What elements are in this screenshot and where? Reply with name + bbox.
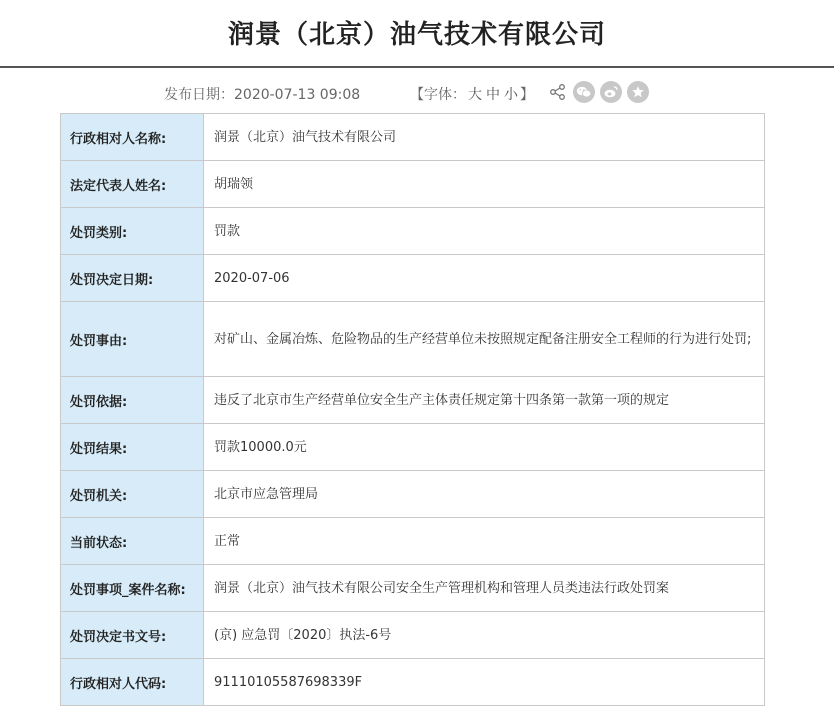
table-row — [61, 377, 765, 424]
table-row — [61, 161, 765, 208]
font-large-button[interactable]: 大 — [468, 87, 482, 103]
row-label: 处罚决定书文号: — [61, 612, 204, 659]
row-label: 法定代表人姓名: — [61, 161, 204, 208]
table-row — [61, 114, 765, 161]
row-label: 处罚事由: — [61, 302, 204, 377]
row-label: 处罚事项_案件名称: — [61, 565, 204, 612]
row-value: 北京市应急管理局 — [204, 471, 765, 518]
row-value: 润景（北京）油气技术有限公司安全生产管理机构和管理人员类违法行政处罚案 — [204, 565, 765, 612]
row-label: 处罚类别: — [61, 208, 204, 255]
row-value: (京) 应急罚〔2020〕执法-6号 — [204, 612, 765, 659]
page-title: 润景（北京）油气技术有限公司 — [0, 0, 834, 68]
publish-date: 发布日期：2020-07-13 09:08 — [164, 87, 361, 103]
row-value: 正常 — [204, 518, 765, 565]
row-value: 对矿山、金属冶炼、危险物品的生产经营单位未按照规定配备注册安全工程师的行为进行处罚; — [204, 302, 765, 377]
weibo-icon[interactable] — [600, 81, 622, 103]
penalty-info-table — [60, 113, 765, 706]
table-row — [61, 471, 765, 518]
row-label: 当前状态: — [61, 518, 204, 565]
row-value: 润景（北京）油气技术有限公司 — [204, 114, 765, 161]
table-row — [61, 302, 765, 377]
share-icon[interactable] — [548, 82, 568, 102]
table-row — [61, 659, 765, 706]
table-row — [61, 565, 765, 612]
meta-bar — [0, 80, 834, 106]
row-value: 违反了北京市生产经营单位安全生产主体责任规定第十四条第一款第一项的规定 — [204, 377, 765, 424]
row-label: 处罚依据: — [61, 377, 204, 424]
table-row — [61, 518, 765, 565]
font-size-switcher: 【字体： 大 中 小 】 — [410, 87, 534, 103]
wechat-icon[interactable] — [573, 81, 595, 103]
row-value: 91110105587698339F — [204, 659, 765, 706]
favorite-icon[interactable] — [627, 81, 649, 103]
row-label: 行政相对人名称: — [61, 114, 204, 161]
row-value: 罚款 — [204, 208, 765, 255]
font-medium-button[interactable]: 中 — [486, 87, 500, 103]
table-row — [61, 255, 765, 302]
share-bar — [548, 80, 649, 104]
font-small-button[interactable]: 小 — [504, 87, 518, 103]
row-value: 罚款10000.0元 — [204, 424, 765, 471]
table-row — [61, 612, 765, 659]
table-row — [61, 424, 765, 471]
row-label: 处罚决定日期: — [61, 255, 204, 302]
row-value: 胡瑞领 — [204, 161, 765, 208]
row-label: 处罚机关: — [61, 471, 204, 518]
row-value: 2020-07-06 — [204, 255, 765, 302]
row-label: 处罚结果: — [61, 424, 204, 471]
row-label: 行政相对人代码: — [61, 659, 204, 706]
table-row — [61, 208, 765, 255]
